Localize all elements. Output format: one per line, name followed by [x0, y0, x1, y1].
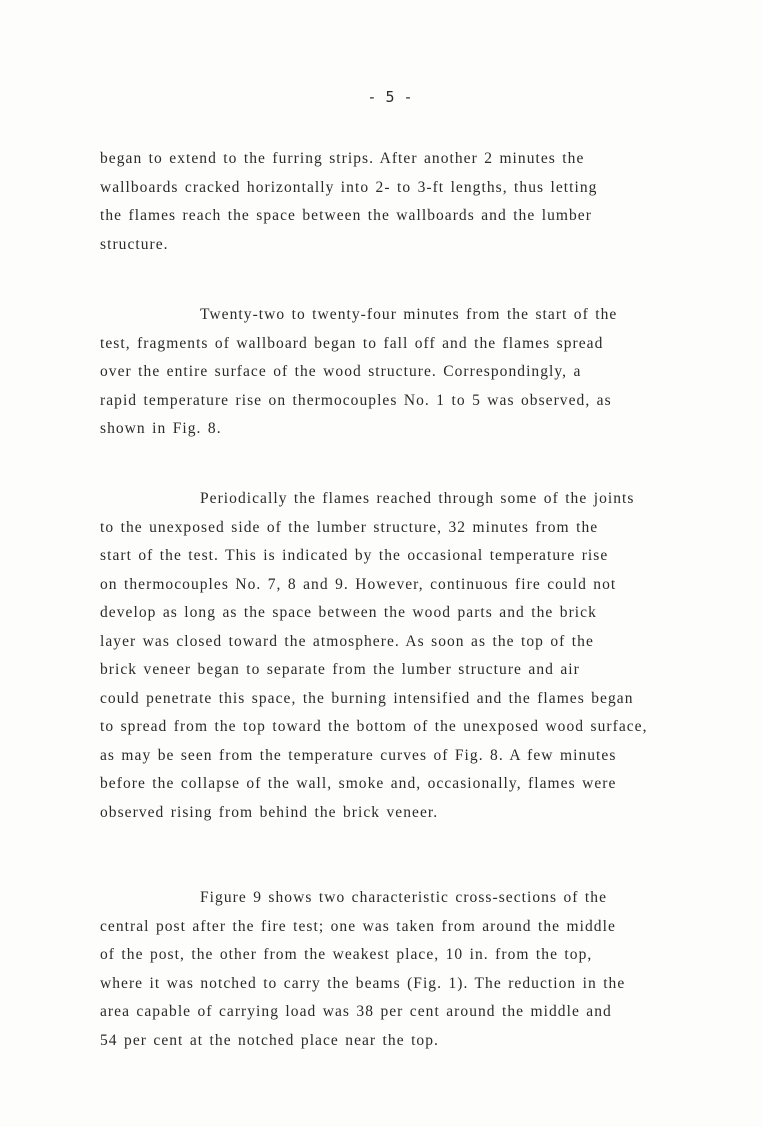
paragraph-cross-sections — [100, 884, 760, 1055]
text-line: 54 per cent at the notched place near the top. — [100, 1031, 439, 1049]
text-line: to the unexposed side of the lumber structure, 32 minutes from the — [100, 518, 599, 536]
text-line: began to extend to the furring strips. After another 2 minutes the — [100, 150, 585, 167]
paragraph-furring-strips — [100, 145, 760, 259]
text-line: the flames reach the space between the wallboards and the lumber — [100, 207, 592, 224]
text-line: on thermocouples No. 7, 8 and 9. However, continuous fire could not — [100, 575, 617, 593]
text-line: of the post, the other from the weakest place, 10 in. from the top, — [100, 946, 593, 963]
text-line: observed rising from behind the brick veneer. — [100, 803, 439, 821]
text-line: start of the test. This is indicated by the occasional temperature rise — [100, 547, 609, 564]
text-line: develop as long as the space between the wood parts and the brick — [100, 604, 597, 621]
text-line: test, fragments of wallboard began to fall off and the flames spread — [100, 334, 604, 352]
text-line: brick veneer began to separate from the lumber structure and air — [100, 661, 580, 678]
text-line: shown in Fig. 8. — [100, 420, 222, 437]
text-line: layer was closed toward the atmosphere. As soon as the top of the — [100, 632, 594, 650]
text-line: where it was notched to carry the beams (Fig. 1). The reduction in the — [100, 974, 626, 992]
text-line: over the entire surface of the wood structure. Correspondingly, a — [100, 363, 582, 380]
text-line: structure. — [100, 235, 169, 253]
text-line: as may be seen from the temperature curves of Fig. 8. A few minutes — [100, 746, 617, 764]
text-line: could penetrate this space, the burning intensified and the flames began — [100, 689, 634, 707]
text-line: Periodically the flames reached through some of the joints — [200, 490, 635, 507]
text-line: Twenty-two to twenty-four minutes from the start of the — [200, 306, 618, 323]
paragraph-unexposed-side — [100, 485, 760, 827]
text-line: Figure 9 shows two characteristic cross-sections of the — [200, 889, 608, 906]
text-line: wallboards cracked horizontally into 2- to 3-ft lengths, thus letting — [100, 178, 598, 196]
paragraph-temperature-rise — [100, 301, 760, 444]
text-line: to spread from the top toward the bottom of the unexposed wood surface, — [100, 718, 648, 735]
text-line: area capable of carrying load was 38 per cent around the middle and — [100, 1003, 612, 1020]
text-line: central post after the fire test; one was taken from around the middle — [100, 917, 616, 935]
text-line: before the collapse of the wall, smoke and, occasionally, flames were — [100, 775, 617, 792]
page-number: - 5 - — [367, 88, 413, 106]
text-line: rapid temperature rise on thermocouples No. 1 to 5 was observed, as — [100, 391, 612, 409]
